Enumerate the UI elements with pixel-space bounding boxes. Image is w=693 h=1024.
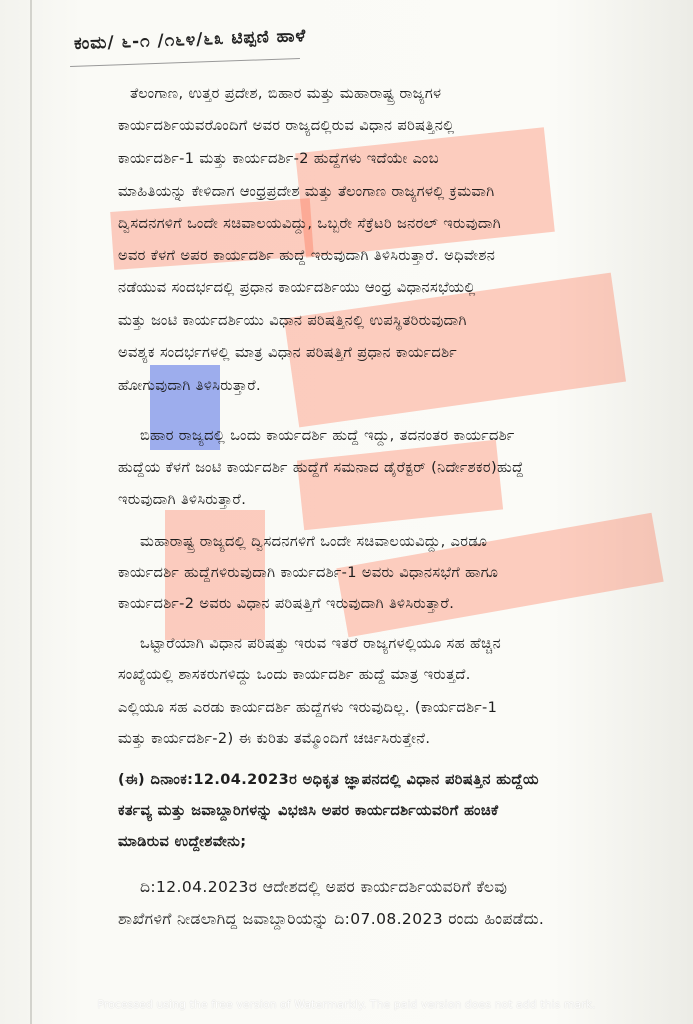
text-line: ಕಾರ್ಯದರ್ಶಿ ಹುದ್ದೆಗಳಿರುವುದಾಗಿ ಕಾರ್ಯದರ್ಶಿ-1 ಅವರು ವಿಧಾನಸಭೆಗೆ ಹಾಗೂ: [118, 565, 499, 581]
text-line: ದ್ವಿಸದನಗಳಿಗೆ ಒಂದೇ ಸಚಿವಾಲಯವಿದ್ದು, ಒಬ್ಬರೇ ಸೆಕ್ರೆಟರಿ ಜನರಲ್ ಇರುವುದಾಗಿ: [118, 216, 502, 232]
text-line: ಅವರ ಕೆಳಗೆ ಅಪರ ಕಾರ್ಯದರ್ಶಿ ಹುದ್ದೆ ಇರುವುದಾಗಿ ತಿಳಿಸಿರುತ್ತಾರೆ. ಅಧಿವೇಶನ: [118, 248, 496, 264]
text-line: ಇರುವುದಾಗಿ ತಿಳಿಸಿರುತ್ತಾರೆ.: [118, 492, 247, 508]
text-line: ನಡೆಯುವ ಸಂದರ್ಭದಲ್ಲಿ ಪ್ರಧಾನ ಕಾರ್ಯದರ್ಶಿಯು ಆಂಧ್ರ ವಿಧಾನಸಭೆಯಲ್ಲಿ: [118, 280, 476, 296]
text-line: ಮಾಡಿರುವ ಉದ್ದೇಶವೇನು;: [118, 834, 247, 850]
text-line: ಕರ್ತವ್ಯ ಮತ್ತು ಜವಾಬ್ದಾರಿಗಳನ್ನು ವಿಭಜಿಸಿ ಅಪರ ಕಾರ್ಯದರ್ಶಿಯವರಿಗೆ ಹಂಚಿಕೆ: [118, 803, 499, 819]
text-line: ಕಾರ್ಯದರ್ಶಿ-1 ಮತ್ತು ಕಾರ್ಯದರ್ಶಿ-2 ಹುದ್ದೆಗಳು ಇದೆಯೇ ಎಂಬ: [118, 151, 439, 167]
text-line: ಕಾರ್ಯದರ್ಶಿ-2 ಅವರು ವಿಧಾನ ಪರಿಷತ್ತಿಗೆ ಇರುವುದಾಗಿ ತಿಳಿಸಿರುತ್ತಾರೆ.: [118, 596, 455, 612]
watermark-text: Processed using the free version of Watermarkly. The paid version does not add this mark.: [97, 998, 596, 1011]
text-line: ಮತ್ತು ಕಾರ್ಯದರ್ಶಿ-2) ಈ ಕುರಿತು ತಮ್ಮೊಂದಿಗೆ ಚರ್ಚಿಸಿರುತ್ತೇನೆ.: [118, 731, 431, 747]
header-underline: [70, 58, 300, 67]
highlight-mark: [297, 440, 503, 531]
text-line: ಮತ್ತು ಜಂಟಿ ಕಾರ್ಯದರ್ಶಿಯು ವಿಧಾನ ಪರಿಷತ್ತಿನಲ್ಲಿ ಉಪಸ್ಥಿತರಿರುವುದಾಗಿ: [118, 313, 467, 329]
text-line: ಹೋಗುವುದಾಗಿ ತಿಳಿಸಿರುತ್ತಾರೆ.: [118, 378, 262, 394]
text-line: ಒಟ್ಟಾರೆಯಾಗಿ ವಿಧಾನ ಪರಿಷತ್ತು ಇರುವ ಇತರೆ ರಾಜ್ಯಗಳಲ್ಲಿಯೂ ಸಹ ಹೆಚ್ಚಿನ: [140, 636, 502, 652]
text-line: ತೆಲಂಗಾಣ, ಉತ್ತರ ಪ್ರದೇಶ, ಬಿಹಾರ ಮತ್ತು ಮಹಾರಾಷ್ಟ್ರ ರಾಜ್ಯಗಳ: [130, 86, 442, 102]
text-line: ಮಹಾರಾಷ್ಟ್ರ ರಾಜ್ಯದಲ್ಲಿ ದ್ವಿಸದನಗಳಿಗೆ ಒಂದೇ ಸಚಿವಾಲಯವಿದ್ದು, ಎರಡೂ: [140, 534, 488, 550]
text-line: ಶಾಖೆಗಳಿಗೆ ನೀಡಲಾಗಿದ್ದ ಜವಾಬ್ದಾರಿಯನ್ನು ದಿ:07.08.2023 ರಂದು ಹಿಂಪಡೆದು.: [118, 910, 545, 928]
text-line: ದಿ:12.04.2023ರ ಆದೇಶದಲ್ಲಿ ಅಪರ ಕಾರ್ಯದರ್ಶಿಯವರಿಗೆ ಕೆಲವು: [140, 878, 508, 896]
page-header: ಕಂಮ/ ೬-೧ /೧೬೪/೬೩ ಟಿಪ್ಪಣಿ ಹಾಳೆ: [73, 25, 307, 55]
text-line: ಬಿಹಾರ ರಾಜ್ಯದಲ್ಲಿ ಒಂದು ಕಾರ್ಯದರ್ಶಿ ಹುದ್ದೆ ಇದ್ದು, ತದನಂತರ ಕಾರ್ಯದರ್ಶಿ: [140, 428, 515, 444]
text-line: ಮಾಹಿತಿಯನ್ನು ಕೇಳಿದಾಗ ಆಂಧ್ರಪ್ರದೇಶ ಮತ್ತು ತೆಲಂಗಾಣ ರಾಜ್ಯಗಳಲ್ಲಿ ಕ್ರಮವಾಗಿ: [118, 184, 495, 200]
text-line: ಸಂಖ್ಯೆಯಲ್ಲಿ ಶಾಸಕರುಗಳಿದ್ದು ಒಂದು ಕಾರ್ಯದರ್ಶಿ ಹುದ್ದೆ ಮಾತ್ರ ಇರುತ್ತದೆ.: [118, 667, 471, 683]
text-line: ಕಾರ್ಯದರ್ಶಿಯವರೊಂದಿಗೆ ಅವರ ರಾಜ್ಯದಲ್ಲಿರುವ ವಿಧಾನ ಪರಿಷತ್ತಿನಲ್ಲಿ: [118, 118, 455, 134]
text-line: ಅವಶ್ಯಕ ಸಂದರ್ಭಗಳಲ್ಲಿ ಮಾತ್ರ ವಿಧಾನ ಪರಿಷತ್ತಿಗೆ ಪ್ರಧಾನ ಕಾರ್ಯದರ್ಶಿ: [118, 345, 458, 361]
page-fold-line: [30, 0, 32, 1024]
text-line: ಎಲ್ಲಿಯೂ ಸಹ ಎರಡು ಕಾರ್ಯದರ್ಶಿ ಹುದ್ದೆಗಳು ಇರುವುದಿಲ್ಲ. (ಕಾರ್ಯದರ್ಶಿ-1: [118, 700, 498, 716]
text-line: ಹುದ್ದೆಯ ಕೆಳಗೆ ಜಂಟಿ ಕಾರ್ಯದರ್ಶಿ ಹುದ್ದೆಗೆ ಸಮನಾದ ಡೈರೆಕ್ಟರ್ (ನಿರ್ದೇಶಕರ)ಹುದ್ದೆ: [118, 460, 524, 476]
text-line: (ಈ) ದಿನಾಂಕ:12.04.2023ರ ಅಧಿಕೃತ ಜ್ಞಾಪನದಲ್ಲಿ ವಿಧಾನ ಪರಿಷತ್ತಿನ ಹುದ್ದೆಯ: [118, 772, 539, 788]
